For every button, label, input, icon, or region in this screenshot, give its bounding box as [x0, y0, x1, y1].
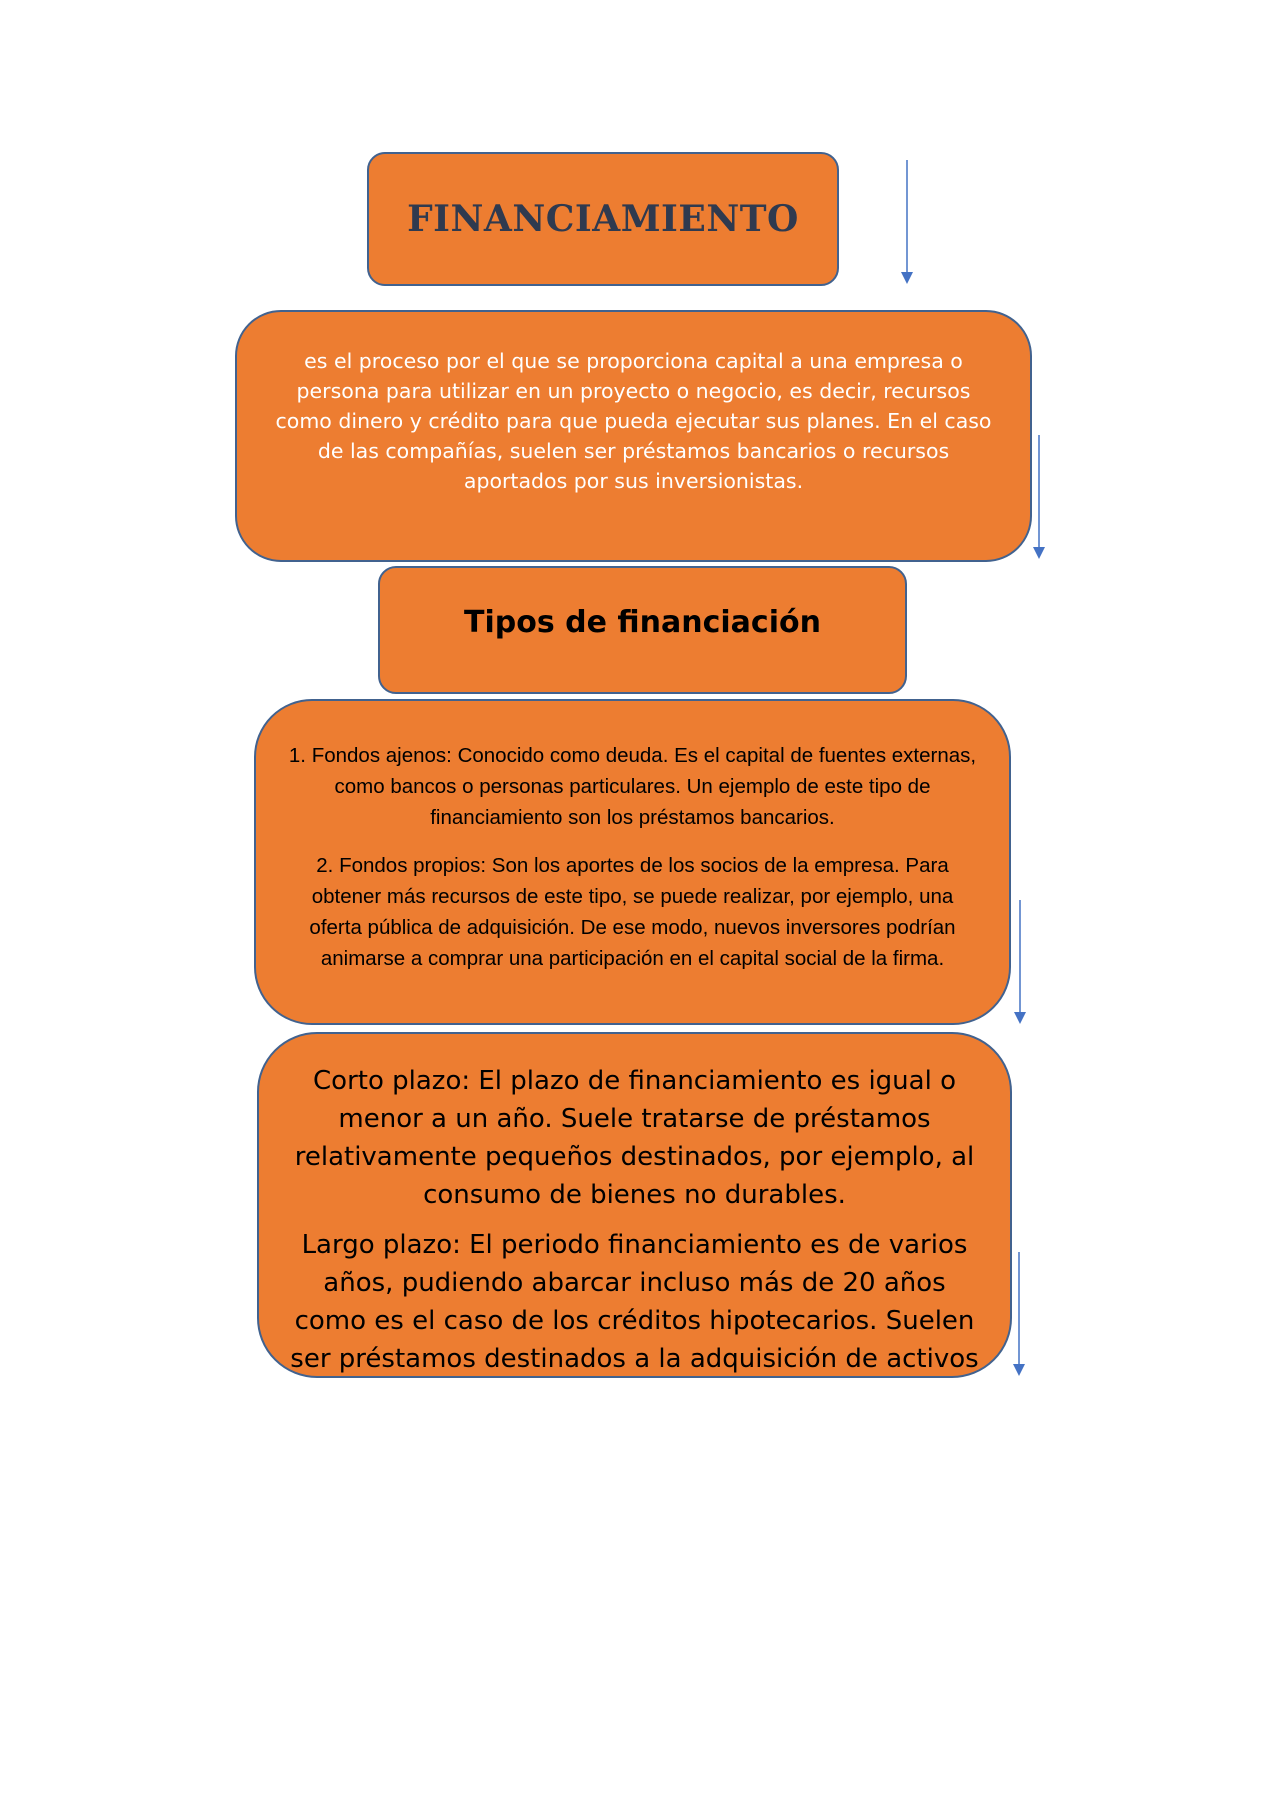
diagram-title: FINANCIAMIENTO	[407, 198, 799, 240]
title-box	[367, 152, 839, 286]
terms-box	[257, 1032, 1012, 1378]
types-heading-box	[378, 566, 907, 694]
arrow-down-3	[1012, 900, 1028, 1025]
long-term-text: Largo plazo: El periodo financiamiento es de varios años, pudiendo abarcar incluso más de 20 años como es el caso de los créditos hipotecarios. Suelen ser préstamos destinados a la adquisición de activos	[290, 1230, 979, 1374]
arrow-down-2	[1031, 435, 1047, 560]
arrow-down-4	[1011, 1252, 1027, 1377]
external-funds-text: 1. Fondos ajenos: Conocido como deuda. Es el capital de fuentes externas, como bancos o personas particulares. Un ejemplo de este tipo de financiamiento son los préstamos bancarios.	[288, 744, 977, 829]
definition-text: es el proceso por el que se proporciona capital a una empresa o persona para utilizar en un proyecto o negocio, es decir, recursos como dinero y crédito para que pueda ejecutar sus planes. En el caso de las compañías, suelen ser préstamos bancarios o recursos aportados por sus inversionistas.	[275, 349, 992, 493]
own-funds-text: 2. Fondos propios: Son los aportes de los socios de la empresa. Para obtener más recursos de este tipo, se puede realizar, por ejemplo, una oferta pública de adquisición. De ese modo, nuevos inversores podrían animarse a comprar una participación en el capital social de la firma.	[309, 854, 956, 970]
funds-box	[254, 699, 1011, 1025]
definition-box	[235, 310, 1032, 562]
arrow-down-1	[899, 160, 915, 285]
short-term-text: Corto plazo: El plazo de financiamiento es igual o menor a un año. Suele tratarse de préstamos relativamente pequeños destinados, por ejemplo, al consumo de bienes no durables.	[294, 1066, 975, 1210]
types-heading: Tipos de financiación	[464, 604, 821, 640]
